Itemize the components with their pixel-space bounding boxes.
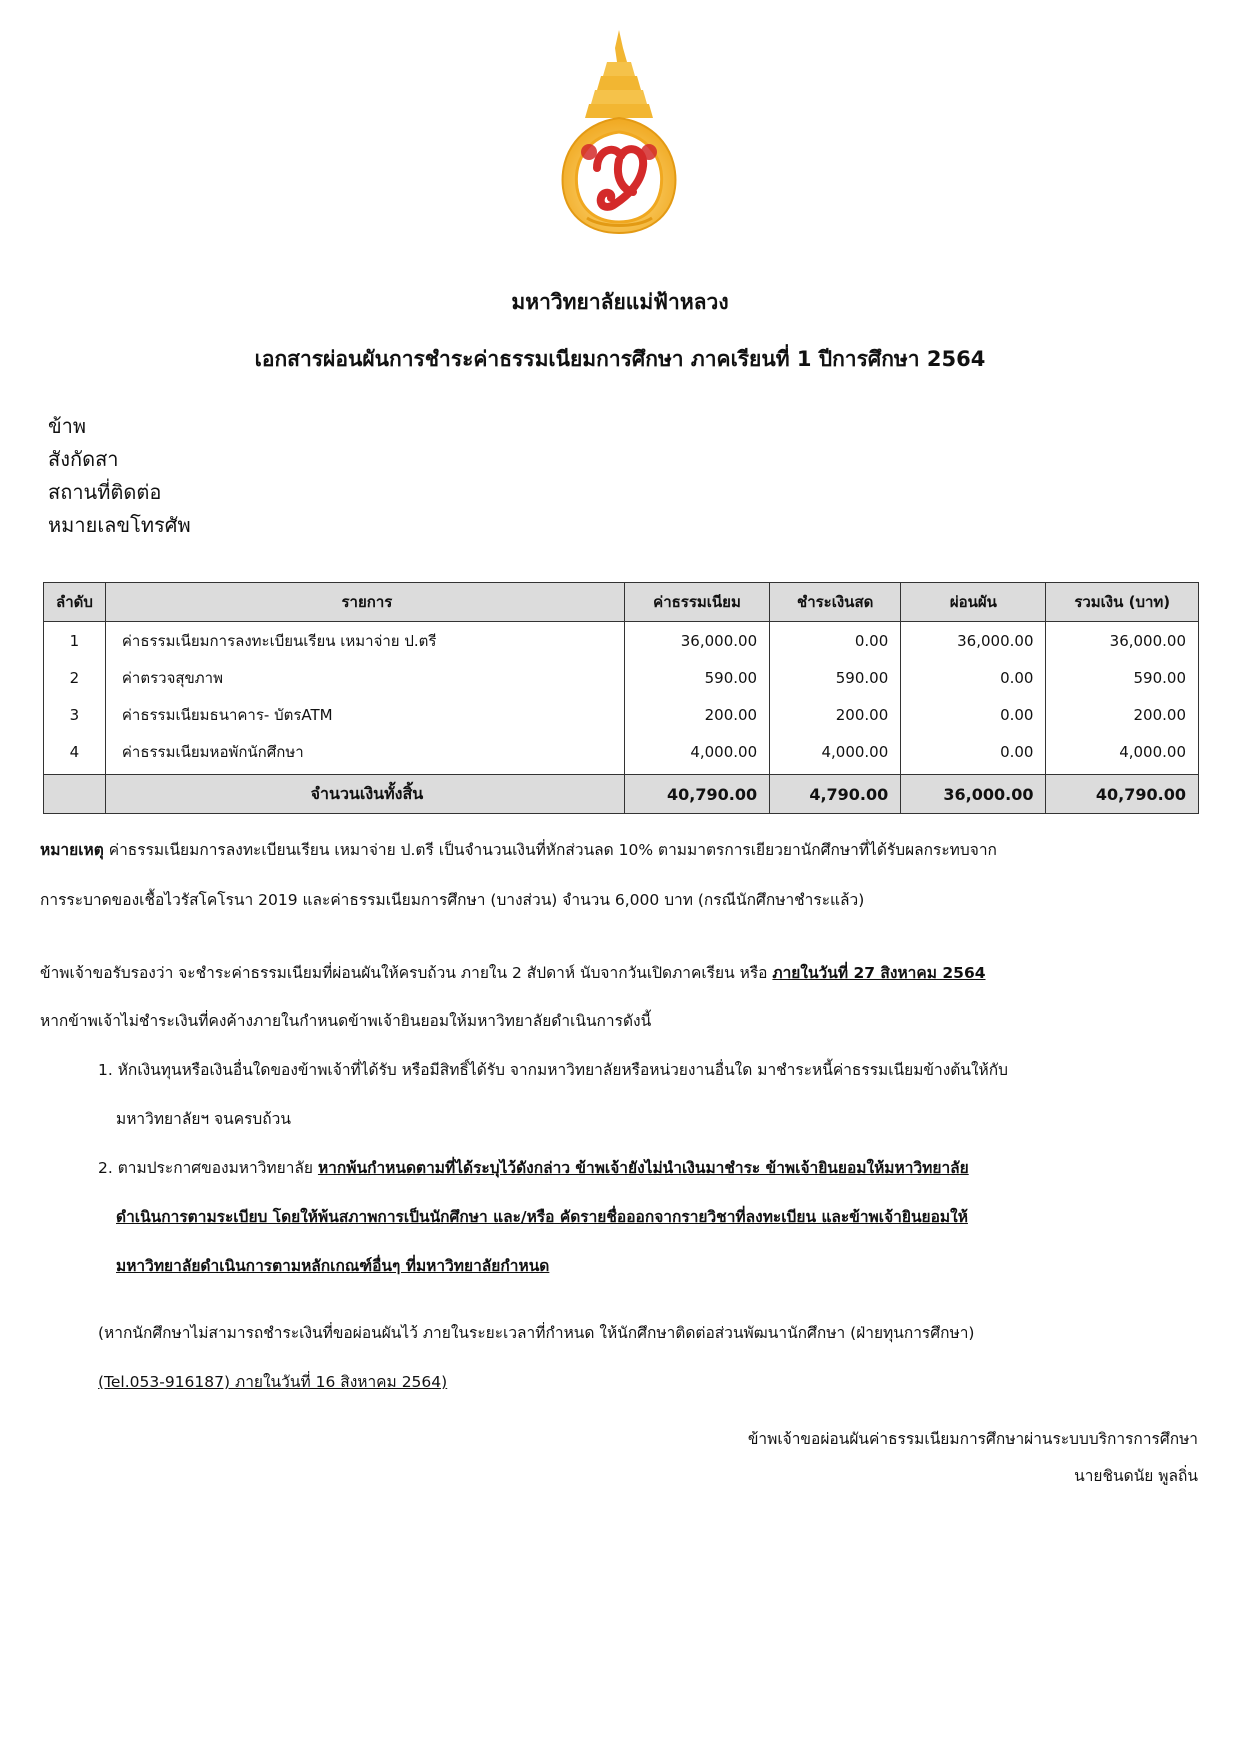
row-item: ค่าธรรมเนียมหอพักนักศึกษา xyxy=(105,733,624,775)
row-total: 4,000.00 xyxy=(1046,733,1199,775)
field-phone-label: หมายเลขโทรศัพ xyxy=(48,513,191,537)
item1-line-1: 1. หักเงินทุนหรือเงินอื่นใดของข้าพเจ้าที่ได้รับ หรือมีสิทธิ์ได้รับ จากมหาวิทยาลัยหรือหน่วยงานอื่นใด มาชำระหนี้ค่าธรรมเนียมข้างต้นให้กับ xyxy=(98,1061,1008,1079)
row-no: 1 xyxy=(44,622,106,660)
row-no: 3 xyxy=(44,696,106,733)
table-total-row xyxy=(44,775,1199,814)
contact-line-2: (Tel.053-916187) ภายในวันที่ 16 สิงหาคม 2564) xyxy=(98,1373,448,1391)
table-row xyxy=(44,622,1199,660)
university-crest-icon xyxy=(557,28,682,240)
document-title: เอกสารผ่อนผันการชำระค่าธรรมเนียมการศึกษา ภาคเรียนที่ 1 ปีการศึกษา 2564 xyxy=(254,347,986,371)
signature-statement: ข้าพเจ้าขอผ่อนผันค่าธรรมเนียมการศึกษาผ่านระบบบริการการศึกษา xyxy=(747,1430,1198,1448)
field-faculty-label: สังกัดสา xyxy=(48,447,119,471)
row-deferred: 0.00 xyxy=(901,696,1046,733)
col-header-deferred: ผ่อนผัน xyxy=(901,583,1046,622)
university-name: มหาวิทยาลัยแม่ฟ้าหลวง xyxy=(511,290,729,314)
total-cash: 4,790.00 xyxy=(770,775,901,814)
item2-prefix: 2. ตามประกาศของมหาวิทยาลัย xyxy=(98,1159,318,1177)
row-no: 2 xyxy=(44,659,106,696)
row-cash: 200.00 xyxy=(770,696,901,733)
row-fee: 590.00 xyxy=(624,659,769,696)
fee-table xyxy=(43,582,1199,814)
table-row xyxy=(44,696,1199,733)
row-cash: 0.00 xyxy=(770,622,901,660)
row-item: ค่าธรรมเนียมการลงทะเบียนเรียน เหมาจ่าย ป.ตรี xyxy=(105,622,624,660)
table-row xyxy=(44,659,1199,696)
col-header-cash: ชำระเงินสด xyxy=(770,583,901,622)
col-header-total: รวมเงิน (บาท) xyxy=(1046,583,1199,622)
commitment-deadline: ภายในวันที่ 27 สิงหาคม 2564 xyxy=(772,964,986,982)
row-total: 200.00 xyxy=(1046,696,1199,733)
total-no-cell xyxy=(44,775,106,814)
note-text-1: ค่าธรรมเนียมการลงทะเบียนเรียน เหมาจ่าย ป.ตรี เป็นจำนวนเงินที่หักส่วนลด 10% ตามมาตรการเยียวยานักศึกษาที่ได้รับผลกระทบจาก xyxy=(103,841,997,859)
signature-name: นายชินดนัย พูลถิ่น xyxy=(1074,1467,1198,1485)
contact-line-1: (หากนักศึกษาไม่สามารถชำระเงินที่ขอผ่อนผันไว้ ภายในระยะเวลาที่กำหนด ให้นักศึกษาติดต่อส่วนพัฒนานักศึกษา (ฝ่ายทุนการศึกษา) xyxy=(98,1324,975,1342)
row-item: ค่าธรรมเนียมธนาคาร- บัตรATM xyxy=(105,696,624,733)
row-deferred: 36,000.00 xyxy=(901,622,1046,660)
note-line-1 xyxy=(40,837,997,862)
row-total: 36,000.00 xyxy=(1046,622,1199,660)
commitment-line-1 xyxy=(40,960,986,985)
total-fee: 40,790.00 xyxy=(624,775,769,814)
row-deferred: 0.00 xyxy=(901,733,1046,775)
item2-line-1 xyxy=(98,1155,969,1180)
total-label: จำนวนเงินทั้งสิ้น xyxy=(105,775,624,814)
item1-line-2: มหาวิทยาลัยฯ จนครบถ้วน xyxy=(116,1110,291,1128)
col-header-no: ลำดับ xyxy=(44,583,106,622)
row-no: 4 xyxy=(44,733,106,775)
row-fee: 200.00 xyxy=(624,696,769,733)
applicant-fields xyxy=(48,410,191,542)
col-header-fee: ค่าธรรมเนียม xyxy=(624,583,769,622)
table-header-row xyxy=(44,583,1199,622)
total-deferred: 36,000.00 xyxy=(901,775,1046,814)
commitment-line-2: หากข้าพเจ้าไม่ชำระเงินที่คงค้างภายในกำหนดข้าพเจ้ายินยอมให้มหาวิทยาลัยดำเนินการดังนี้ xyxy=(40,1012,652,1030)
row-total: 590.00 xyxy=(1046,659,1199,696)
commitment-text: ข้าพเจ้าขอรับรองว่า จะชำระค่าธรรมเนียมที่ผ่อนผันให้ครบถ้วน ภายใน 2 สัปดาห์ นับจากวันเปิดภาคเรียน หรือ xyxy=(40,964,773,982)
note-label: หมายเหตุ xyxy=(40,841,104,859)
field-address-label: สถานที่ติดต่อ xyxy=(48,480,162,504)
row-deferred: 0.00 xyxy=(901,659,1046,696)
row-fee: 4,000.00 xyxy=(624,733,769,775)
item2-line-2: ดำเนินการตามระเบียบ โดยให้พ้นสภาพการเป็นนักศึกษา และ/หรือ คัดรายชื่อออกจากรายวิชาที่ลงทะเบียน และข้าพเจ้ายินยอมให้ xyxy=(116,1208,968,1226)
field-name-label: ข้าพ xyxy=(48,414,87,438)
total-grand: 40,790.00 xyxy=(1046,775,1199,814)
row-item: ค่าตรวจสุขภาพ xyxy=(105,659,624,696)
note-line-2: การระบาดของเชื้อไวรัสโคโรนา 2019 และค่าธรรมเนียมการศึกษา (บางส่วน) จำนวน 6,000 บาท (กรณีนักศึกษาชำระแล้ว) xyxy=(40,891,865,909)
table-row xyxy=(44,733,1199,775)
item2-text-1: หากพ้นกำหนดตามที่ได้ระบุไว้ดังกล่าว ข้าพเจ้ายังไม่นำเงินมาชำระ ข้าพเจ้ายินยอมให้มหาวิทยาลัย xyxy=(317,1159,969,1177)
col-header-item: รายการ xyxy=(105,583,624,622)
row-fee: 36,000.00 xyxy=(624,622,769,660)
item2-line-3: มหาวิทยาลัยดำเนินการตามหลักเกณฑ์อื่นๆ ที่มหาวิทยาลัยกำหนด xyxy=(116,1257,550,1275)
row-cash: 590.00 xyxy=(770,659,901,696)
row-cash: 4,000.00 xyxy=(770,733,901,775)
